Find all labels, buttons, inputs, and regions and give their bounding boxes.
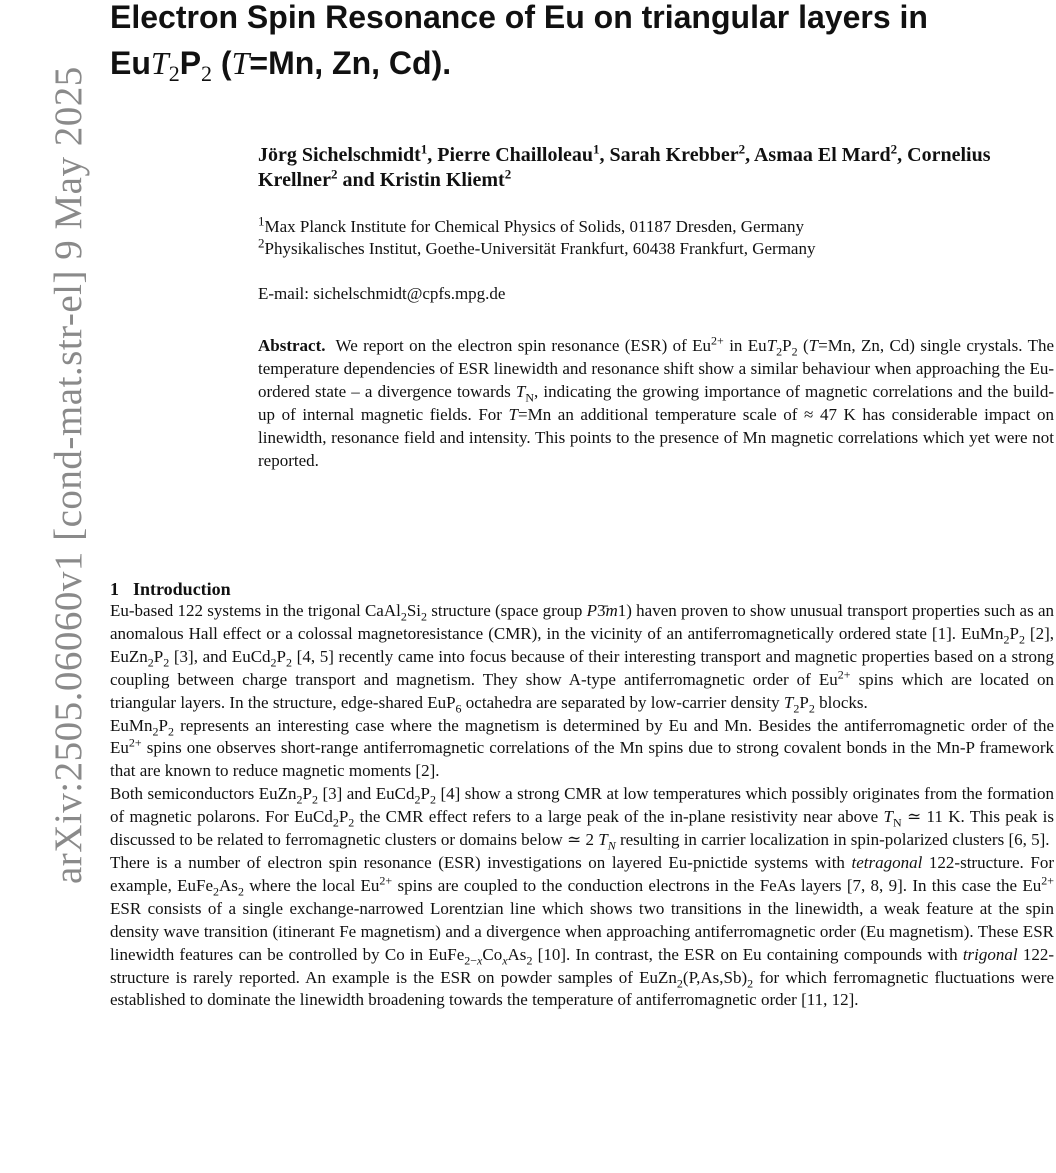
author-separator: , (745, 144, 754, 166)
body-text: spins which are located on triangular layers. In the structure, edge-shared EuP (110, 669, 1055, 712)
introduction-body (110, 600, 1054, 1012)
section-heading-introduction (110, 578, 231, 600)
subscript: 2 (270, 655, 277, 670)
abstract (258, 334, 1054, 472)
author-name: Jörg Sichelschmidt (258, 144, 421, 166)
body-text: [10]. In contrast, the ESR on Eu containing compounds with (532, 944, 963, 964)
math-variable: m (605, 601, 618, 620)
abstract-text: , indicating the growing importance of magnetic correlations and the build-up of internal magnetic fields. For (258, 382, 1054, 424)
math-symbol: 3̄ (596, 601, 606, 620)
math-variable: T (598, 830, 608, 850)
body-text: P (276, 646, 287, 666)
body-text: P (1009, 623, 1019, 643)
body-text: P (799, 692, 809, 712)
body-text: ≃ 11 K. This peak is discussed to be related to ferromagnetic clusters or domains below ≃ 2 (110, 807, 1054, 850)
body-text: ) haven proven to show unusual transport properties such as an anomalous Hall effect or a colossal magnetoresistance (CMR), in the vicinity of an antiferromagnetically ordered state [1]. EuMn (110, 601, 1054, 643)
body-text: 122-structure is rarely reported. An example is the ESR on powder samples of EuZn (110, 944, 1054, 987)
subscript: 2 (791, 344, 798, 359)
body-text: blocks. (814, 692, 868, 712)
affiliation-mark: 2 (504, 166, 512, 182)
subscript: 2 (147, 655, 154, 670)
abstract-text: ( (797, 336, 809, 355)
subscript: 2 (1003, 632, 1010, 647)
body-text: P (153, 646, 164, 666)
body-text: represents an interesting case where the magnetism is determined by Eu and Mn. Besides the antiferromagnetic order of the Eu (110, 715, 1054, 758)
math-variable: T (783, 692, 794, 712)
body-text: Co (482, 944, 503, 964)
body-text: P (158, 715, 168, 735)
subscript: 2 (414, 792, 421, 807)
body-text: [4, 5] recently came into focus because of their interesting transport and magnetic properties based on a strong coupling between charge transport and magnetism. They show A-type antiferromagnetic order of Eu (110, 646, 1055, 689)
title-t-variable: T (231, 45, 250, 81)
body-text: P (420, 784, 430, 804)
subscript: 2 (213, 884, 220, 899)
intro-paragraph-1 (110, 600, 1054, 715)
affiliation-mark: 1 (258, 213, 265, 229)
body-text: spins one observes short-range antiferromagnetic correlations of the Mn spins due to strong covalent bonds in the Mn-P framework that are known to reduce magnetic moments [2]. (110, 738, 1054, 781)
body-text: There is a number of electron spin resonance (ESR) investigations on layered Eu-pnictide systems with (110, 852, 852, 872)
abstract-text: =Mn, Zn, Cd) single crystals. The temperature dependencies of ESR linewidth and resonance shift show a similar behaviour when approaching the Eu-ordered state – a divergence towards (258, 336, 1054, 401)
affiliation-mark: 2 (738, 141, 746, 157)
email-address: E-mail: sichelschmidt@cpfs.mpg.de (258, 284, 506, 303)
math-variable: P (586, 601, 597, 620)
affiliation-line (258, 235, 1048, 260)
subscript-text: 2− (464, 952, 478, 967)
intro-paragraph-4 (110, 852, 1054, 1012)
author-separator: , (427, 144, 438, 166)
body-text: Eu-based 122 systems in the trigonal CaAl (110, 601, 401, 620)
body-text: 122-structure. For example, EuFe (110, 852, 1054, 895)
subscript: N (607, 838, 616, 853)
subscript: 2 (332, 815, 339, 830)
subscript: 2 (793, 701, 800, 716)
body-text: octahedra are separated by low-carrier density (461, 692, 784, 712)
emphasis-text: trigonal (962, 944, 1018, 964)
body-text: where the local Eu (243, 875, 380, 895)
section-number: 1 (110, 579, 119, 599)
arxiv-sidebar (0, 0, 90, 900)
subscript: 2 (1018, 632, 1025, 647)
subscript: 2 (808, 701, 815, 716)
section-title: Introduction (133, 579, 231, 599)
affiliation-mark: 1 (420, 141, 428, 157)
paper-title (110, 0, 1050, 90)
subscript: 2 (152, 723, 159, 738)
affiliation-mark: 2 (890, 141, 898, 157)
affiliation-text: Max Planck Institute for Chemical Physics of Solids, 01187 Dresden, Germany (264, 217, 805, 236)
body-text: EuMn (110, 715, 153, 735)
abstract-text: =Mn an additional temperature scale of ≈ 47 K has considerable impact on linewidth, resonance field and intensity. This points to the presence of Mn magnetic correlations which yet were not reported. (258, 405, 1054, 470)
body-text: As (507, 944, 527, 964)
body-text: Si (406, 601, 422, 620)
author-separator: and (337, 169, 380, 191)
body-text: [4] show a strong CMR at low temperatures which possibly originates from the formation of magnetic polarons. For EuCd (110, 784, 1054, 827)
abstract-text: in Eu (723, 336, 767, 355)
body-text: As (219, 875, 238, 895)
body-text: P (302, 784, 312, 804)
subscript: 2 (676, 975, 683, 990)
emphasis-text: tetragonal (851, 852, 923, 872)
math-variable: T (508, 405, 518, 424)
subscript: 2 (237, 884, 244, 899)
subscript: 2 (776, 344, 783, 359)
math-symbol: 1 (617, 601, 627, 620)
author-name: Cornelius Krellner (258, 144, 991, 191)
abstract-label: Abstract. (258, 336, 326, 355)
body-text: structure (space group (427, 601, 587, 620)
math-variable: T (883, 807, 893, 827)
body-text: P (338, 807, 349, 827)
title-formula-sub: 2 (168, 61, 180, 86)
subscript: 2 (311, 792, 318, 807)
body-text: [3] and EuCd (317, 784, 415, 804)
body-text: spins are coupled to the conduction electrons in the FeAs layers [7, 8, 9]. In this case the Eu (392, 875, 1042, 895)
arxiv-identifier: arXiv:2505.06060v1 [cond-mat.str-el] 9 May 2025 (47, 66, 90, 884)
body-text: for which ferromagnetic fluctuations were established to dominate the linewidth broadening towards the temperature of antiferromagnetic order [11, 12]. (110, 967, 1054, 1010)
subscript: 2 (400, 609, 407, 624)
body-text: Both semiconductors EuZn (110, 784, 297, 804)
subscript: 2 (421, 609, 428, 624)
math-variable: T (808, 336, 819, 355)
body-text: [2], EuZn (110, 623, 1054, 666)
affiliation-text: Physikalisches Institut, Goethe-Universität Frankfurt, 60438 Frankfurt, Germany (264, 239, 816, 258)
body-text: ESR consists of a single exchange-narrowed Lorentzian line which shows two transitions in the linewidth, a weak feature at the spin density wave transition (itinerant Fe magnetism) and a divergence when approaching antiferromagnetic order (Eu magnetism). These ESR linewidth features can be controlled by Co in EuFe (110, 898, 1054, 964)
superscript: 2+ (837, 667, 851, 682)
author-name: Kristin Kliemt (379, 169, 505, 191)
author-name: Asmaa El Mard (753, 144, 891, 166)
subscript: 2 (163, 655, 170, 670)
subscript: x (502, 952, 508, 967)
author-name: Pierre Chailloleau (437, 144, 593, 166)
author-separator: , (897, 144, 908, 166)
subscript: 2 (296, 792, 303, 807)
math-variable: T (766, 336, 777, 355)
subscript: 2 (286, 655, 293, 670)
title-formula-eu: Eu (110, 45, 151, 81)
affiliation-mark: 1 (593, 141, 600, 157)
body-text: resulting in carrier localization in spin-polarized clusters [6, 5]. (615, 830, 1050, 850)
subscript: 2 (747, 975, 754, 990)
intro-paragraph-2 (110, 715, 1054, 784)
body-text: (P,As,Sb) (682, 967, 748, 987)
affiliation-mark: 2 (258, 235, 265, 251)
subscript: N (525, 390, 535, 405)
author-name: Sarah Krebber (609, 144, 739, 166)
superscript: 2+ (1041, 873, 1054, 888)
author-list (258, 143, 1048, 193)
title-paren-open: ( (212, 45, 232, 81)
affiliations (258, 213, 1048, 260)
subscript: 2 (526, 952, 533, 967)
superscript: 2+ (128, 735, 142, 750)
affiliation-line (258, 213, 1048, 238)
subscript: 2 (429, 792, 436, 807)
title-t-values: =Mn, Zn, Cd). (249, 45, 452, 81)
body-text: the CMR effect refers to a large peak of the in-plane resistivity near above (354, 807, 884, 827)
abstract-text: P (782, 336, 792, 355)
superscript: 2+ (711, 333, 724, 348)
math-variable: x (477, 952, 483, 967)
intro-paragraph-3 (110, 783, 1054, 852)
affiliation-mark: 2 (330, 166, 338, 182)
subscript: N (893, 815, 902, 830)
title-formula-p: P (179, 45, 202, 81)
body-text: [3], and EuCd (169, 646, 271, 666)
title-line-1: Electron Spin Resonance of Eu on triangular layers in (110, 0, 928, 35)
subscript: 2 (167, 723, 174, 738)
subscript: 2 (348, 815, 355, 830)
superscript: 2+ (379, 873, 393, 888)
subscript: 6 (455, 701, 462, 716)
math-variable: T (515, 382, 526, 401)
subscript (464, 953, 482, 967)
author-separator: , (599, 144, 610, 166)
title-formula-sub: 2 (201, 61, 213, 86)
title-formula-t: T (150, 45, 169, 81)
abstract-text: We report on the electron spin resonance (ESR) of Eu (335, 336, 712, 355)
